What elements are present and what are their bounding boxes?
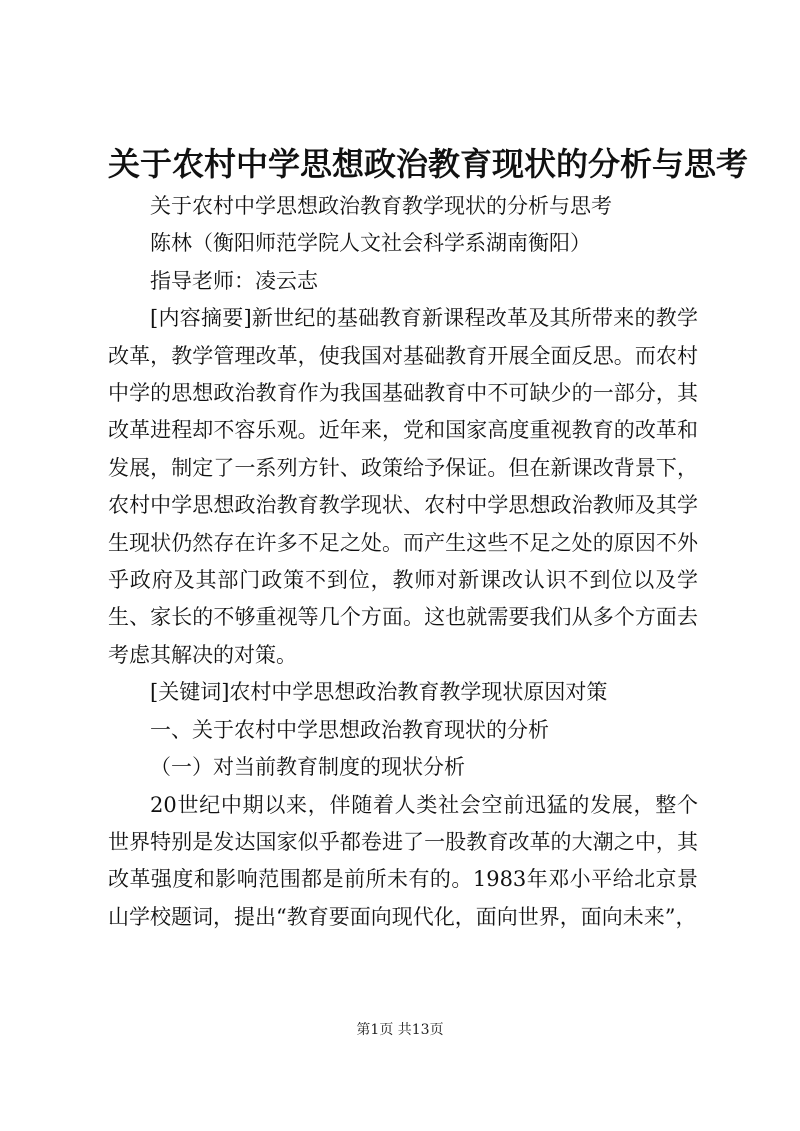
- body-paragraph: 20世纪中期以来，伴随着人类社会空前迅猛的发展，整个世界特别是发达国家似乎都卷进了一股教育改革的大潮之中，其改革强度和影响范围都是前所未有的。1983年邓小平给北京景山学校题词，提出“教育要面向现代化，面向世界，面向未来”，: [108, 792, 698, 929]
- abstract-paragraph: [内容摘要]新世纪的基础教育新课程改革及其所带来的教学改革，教学管理改革，使我国对基础教育开展全面反思。而农村中学的思想政治教育作为我国基础教育中不可缺少的一部分，其改革进程却不容乐观。近年来，党和国家高度重视教育的改革和发展，制定了一系列方针、政策给予保证。但在新课改背景下，农村中学思想政治教育教学现状、农村中学思想政治教师及其学生现状仍然存在许多不足之处。而产生这些不足之处的原因不外乎政府及其部门政策不到位，教师对新课改认识不到位以及学生、家长的不够重视等几个方面。这也就需要我们从多个方面去考虑其解决的对策。: [108, 306, 698, 667]
- subtitle-paragraph: 关于农村中学思想政治教育教学现状的分析与思考: [150, 194, 612, 218]
- keywords-paragraph: [关键词]农村中学思想政治教育教学现状原因对策: [150, 680, 608, 705]
- advisor-paragraph: 指导老师：凌云志: [150, 268, 318, 293]
- subsection-heading: （一）对当前教育制度的现状分析: [150, 755, 465, 780]
- page-footer: 第1页 共13页: [356, 1022, 444, 1038]
- section-heading: 一、关于农村中学思想政治教育现状的分析: [150, 717, 549, 742]
- document-body: [108, 188, 698, 936]
- author-paragraph: 陈林（衡阳师范学院人文社会科学系湖南衡阳）: [150, 231, 591, 256]
- document-title: 关于农村中学思想政治教育现状的分析与思考: [108, 145, 749, 183]
